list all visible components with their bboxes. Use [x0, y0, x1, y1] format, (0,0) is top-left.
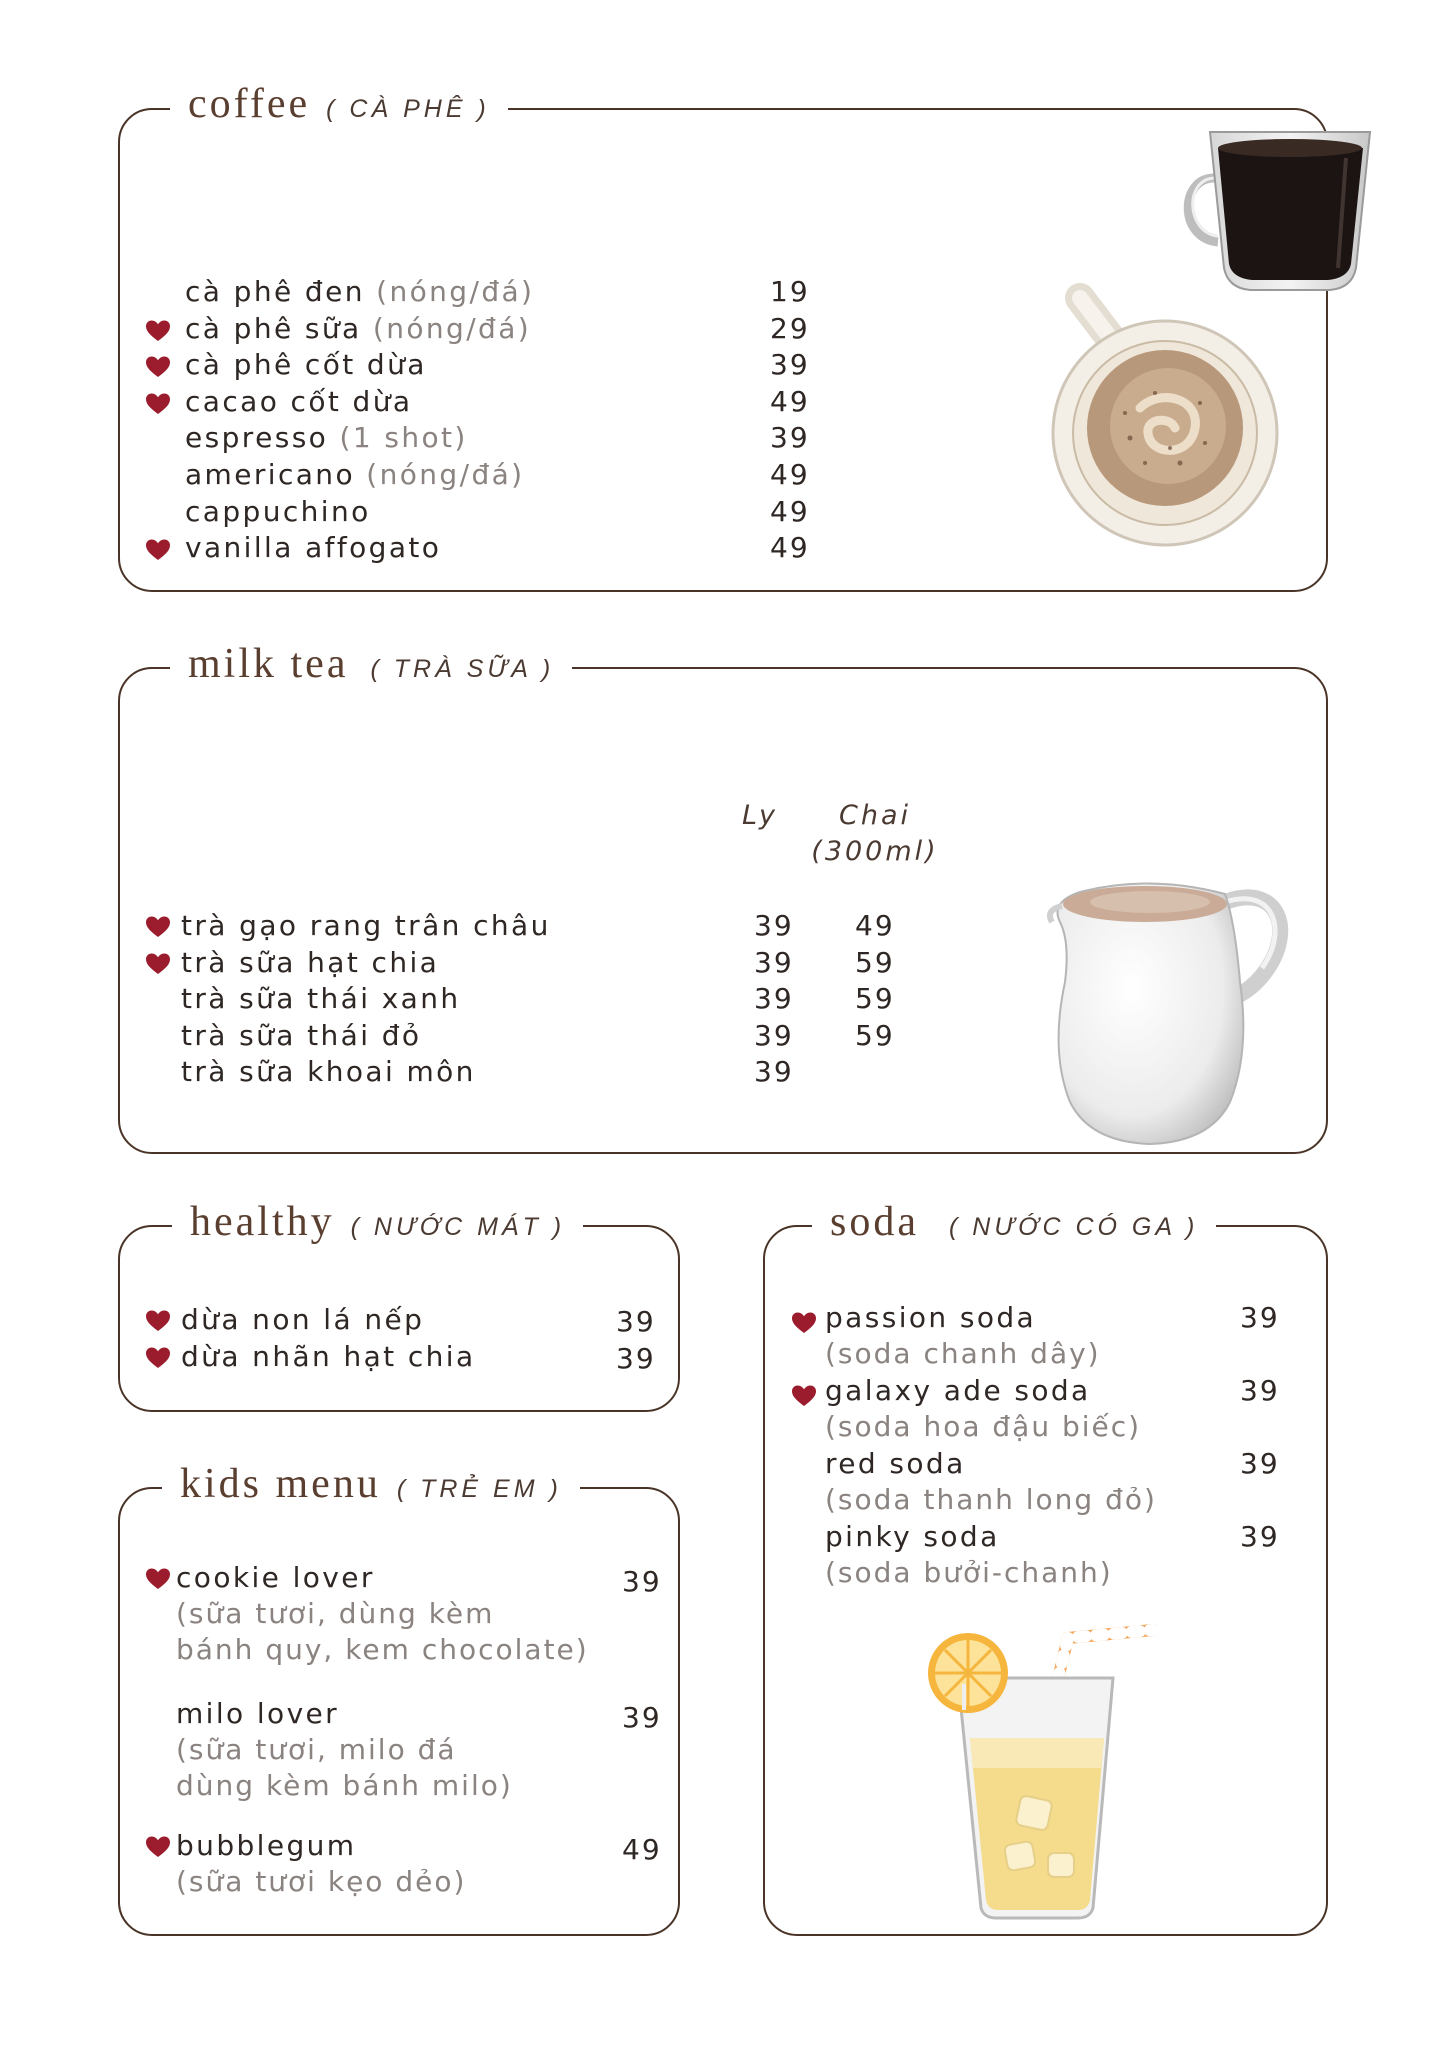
healthy-section-title: [172, 1198, 583, 1246]
menu-item-name: [185, 384, 413, 418]
item-price: 49: [770, 384, 810, 418]
favorite-heart-icon: [146, 320, 170, 342]
menu-item-name: cookie lover: [176, 1561, 375, 1594]
ly-column-header: Ly: [741, 800, 779, 831]
menu-item-name: [185, 494, 371, 528]
milk-tea-section-title: [170, 640, 572, 688]
milk-tea-subtitle: ( TRÀ SỮA ): [370, 655, 555, 683]
item-price: 49: [770, 494, 810, 528]
item-note: (nóng/đá): [364, 275, 535, 308]
chai-price: 49: [855, 909, 895, 942]
chai-size-label: (300ml): [811, 836, 939, 867]
item-name: cacao cốt dừa: [185, 384, 413, 418]
item-description: (sữa tươi, milo đá: [176, 1733, 457, 1766]
item-price: 29: [770, 311, 810, 345]
item-name: espresso: [185, 421, 329, 455]
ly-price: 39: [754, 909, 794, 942]
item-price: 39: [1240, 1301, 1280, 1334]
chai-price: 59: [855, 982, 895, 1016]
item-description: bánh quy, kem chocolate): [176, 1633, 589, 1666]
favorite-heart-icon: [146, 356, 170, 378]
favorite-heart-icon: [146, 1568, 170, 1590]
item-description: (soda hoa đậu biếc): [825, 1410, 1142, 1443]
menu-item-name: [185, 421, 468, 455]
menu-item-name: trà sữa khoai môn: [181, 1055, 476, 1089]
favorite-heart-icon: [146, 393, 170, 415]
healthy-title: healthy: [190, 1199, 335, 1245]
menu-item-name: [185, 531, 442, 565]
espresso-glass-cup-illustration: [1170, 118, 1385, 298]
coffee-subtitle: ( CÀ PHÊ ): [326, 95, 490, 123]
cappuccino-cup-illustration: [1030, 278, 1290, 548]
favorite-heart-icon: [146, 1310, 170, 1332]
menu-item-name: trà sữa hạt chia: [181, 945, 440, 979]
item-name: cà phê đen: [185, 275, 365, 308]
milk-tea-jug-illustration: [1040, 862, 1300, 1152]
item-price: 39: [616, 1341, 656, 1375]
menu-item-name: [185, 348, 427, 382]
item-note: (1 shot): [328, 421, 468, 455]
kids-menu-title: kids menu: [180, 1461, 381, 1507]
item-price: 49: [770, 531, 810, 565]
lemon-soda-glass-illustration: [918, 1618, 1158, 1923]
menu-item-name: pinky soda: [825, 1520, 1000, 1553]
item-name: vanilla affogato: [185, 531, 442, 565]
coffee-title: coffee: [188, 81, 311, 127]
coffee-section-title: [170, 80, 508, 128]
item-price: 39: [616, 1305, 656, 1338]
kids-menu-subtitle: ( TRẺ EM ): [396, 1475, 562, 1503]
soda-title: soda: [830, 1199, 919, 1245]
soda-subtitle: ( NƯỚC CÓ GA ): [949, 1213, 1199, 1241]
chai-price: 59: [855, 945, 895, 979]
item-description: (sữa tươi kẹo dẻo): [176, 1865, 467, 1898]
menu-item-name: trà sữa thái đỏ: [181, 1018, 422, 1052]
kids-menu-section-title: [162, 1460, 580, 1508]
item-price: 39: [622, 1565, 662, 1598]
favorite-heart-icon: [146, 1347, 170, 1369]
item-description: dùng kèm bánh milo): [176, 1769, 513, 1802]
item-price: 39: [770, 421, 810, 455]
item-price: 39: [770, 348, 810, 382]
menu-item-name: red soda: [825, 1447, 966, 1480]
item-description: (soda thanh long đỏ): [825, 1483, 1157, 1516]
ly-price: 39: [754, 1055, 794, 1089]
item-description: (sữa tươi, dùng kèm: [176, 1597, 495, 1630]
item-description: (soda bưởi-chanh): [825, 1556, 1113, 1589]
item-name: cappuchino: [185, 494, 371, 528]
favorite-heart-icon: [146, 539, 170, 561]
menu-item-name: dừa nhãn hạt chia: [181, 1339, 476, 1373]
item-description: (soda chanh dây): [825, 1337, 1101, 1370]
menu-item-name: bubblegum: [176, 1829, 357, 1862]
favorite-heart-icon: [792, 1385, 816, 1407]
menu-item-name: passion soda: [825, 1301, 1037, 1334]
item-note: (nóng/đá): [361, 311, 532, 345]
ly-price: 39: [754, 945, 794, 979]
chai-column-header: [800, 798, 950, 870]
menu-item-name: trà sữa thái xanh: [181, 982, 461, 1016]
soda-section-title: [812, 1198, 1216, 1246]
favorite-heart-icon: [792, 1312, 816, 1334]
chai-price: 59: [855, 1018, 895, 1052]
item-price: 39: [622, 1701, 662, 1734]
item-price: 39: [1240, 1520, 1280, 1553]
menu-item-name: dừa non lá nếp: [181, 1303, 425, 1336]
menu-item-name: milo lover: [176, 1697, 340, 1730]
menu-item-name: [185, 275, 535, 308]
item-note: (nóng/đá): [354, 458, 525, 491]
item-name: cà phê cốt dừa: [185, 348, 427, 382]
ly-price: 39: [754, 982, 794, 1016]
favorite-heart-icon: [146, 916, 170, 938]
ly-price: 39: [754, 1018, 794, 1052]
menu-item-name: trà gạo rang trân châu: [181, 909, 551, 942]
menu-item-name: [185, 458, 525, 491]
item-price: 49: [770, 458, 810, 491]
favorite-heart-icon: [146, 1836, 170, 1858]
item-name: cà phê sữa: [185, 311, 362, 345]
item-name: americano: [185, 458, 355, 491]
chai-label: Chai: [838, 800, 911, 831]
healthy-subtitle: ( NƯỚC MÁT ): [350, 1213, 566, 1241]
menu-item-name: [185, 311, 532, 345]
item-price: 49: [622, 1833, 662, 1866]
menu-item-name: galaxy ade soda: [825, 1374, 1091, 1407]
milk-tea-title: milk tea: [188, 641, 349, 687]
item-price: 39: [1240, 1447, 1280, 1480]
item-price: 39: [1240, 1374, 1280, 1407]
item-price: 19: [770, 275, 810, 308]
favorite-heart-icon: [146, 953, 170, 975]
